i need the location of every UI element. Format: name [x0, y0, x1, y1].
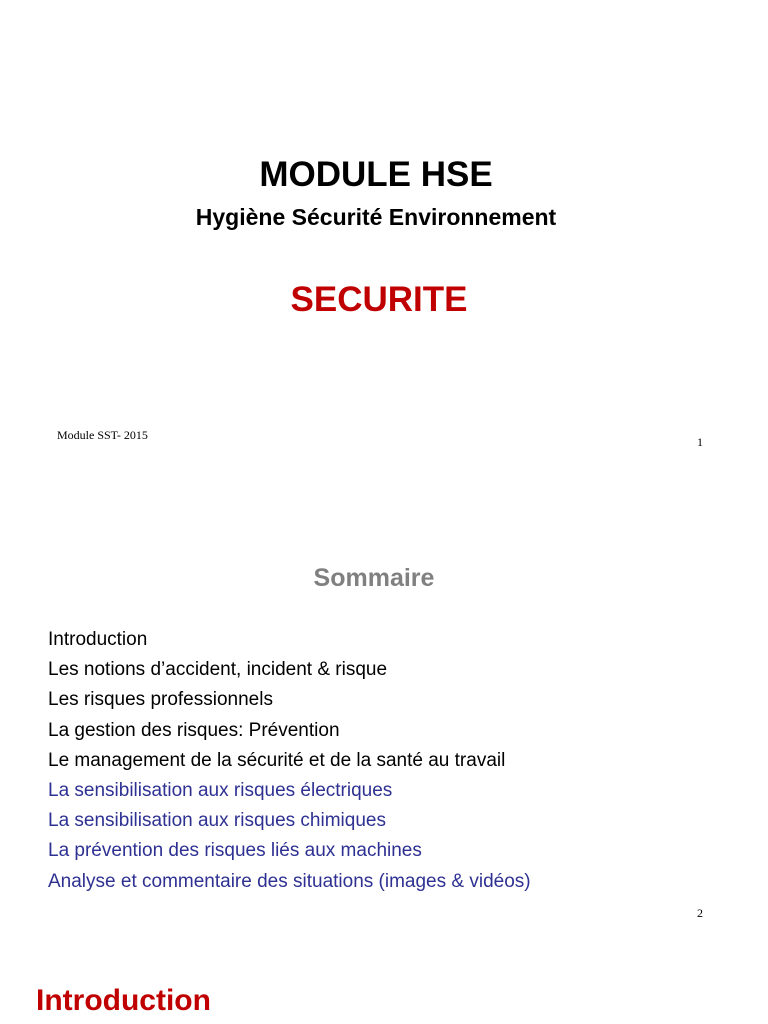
toc-item: La prévention des risques liés aux machines	[48, 840, 422, 862]
slide-subtitle: Hygiène Sécurité Environnement	[195, 204, 557, 230]
toc-item: La sensibilisation aux risques chimiques	[48, 810, 386, 832]
section-title: SECURITE	[290, 280, 468, 319]
table-of-contents	[48, 625, 531, 897]
page-number: 1	[697, 435, 703, 449]
toc-item: La gestion des risques: Prévention	[48, 719, 340, 741]
page-number: 2	[697, 906, 703, 920]
summary-title: Sommaire	[313, 564, 435, 592]
toc-item: La sensibilisation aux risques électriques	[48, 780, 393, 802]
slide-title: MODULE HSE	[259, 155, 493, 194]
slide-title: Introduction	[36, 984, 211, 1017]
toc-item: Le management de la sécurité et de la santé au travail	[48, 749, 506, 771]
toc-item: Analyse et commentaire des situations (images & vidéos)	[48, 870, 531, 892]
toc-item: Les risques professionnels	[48, 689, 273, 711]
toc-item: Introduction	[48, 629, 148, 650]
toc-item: Les notions d’accident, incident & risque	[48, 659, 388, 681]
slide-footer: Module SST- 2015	[57, 428, 148, 442]
